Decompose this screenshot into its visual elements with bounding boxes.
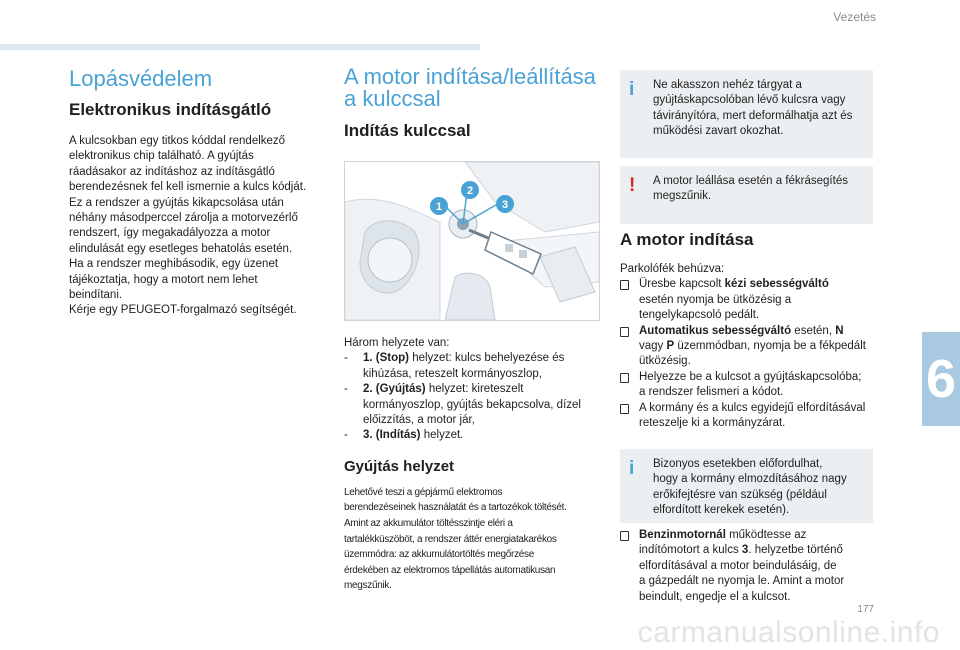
text-line: távirányítóra, mert deformálhatja azt és <box>653 109 853 122</box>
chapter-tab[interactable]: 6 <box>922 332 960 426</box>
text-line: Lehetővé teszi a gépjármű elektromos <box>344 486 503 498</box>
text-line: tengelykapcsoló pedált. <box>639 309 760 322</box>
text-run: . helyzetbe történő <box>748 544 843 557</box>
bold-text: P <box>666 340 675 353</box>
text-run: vagy <box>639 340 667 353</box>
text-line: elindulását egy esetleges behatolás esetén. <box>69 242 293 255</box>
start-steps-list <box>620 277 882 431</box>
list-item <box>620 528 882 605</box>
bold-text: Benzinmotornál <box>639 529 726 541</box>
petrol-engine-step <box>620 528 882 605</box>
text-run: esetén, <box>791 324 836 337</box>
text-line: beindítani. <box>69 289 123 302</box>
text-line: ráadásakor az indításhoz az indításgátló <box>69 165 275 178</box>
text-line: üzemmódra: az akkumulátortöltés megőrzése <box>344 549 535 561</box>
warning-note-brake-assist <box>620 166 873 224</box>
text-line: tartalékküszöböt, a rendszer áttér energiatakarékos <box>344 533 557 545</box>
info-note-key-weight <box>620 70 873 158</box>
text-line: beindult, engedje el a kulcsot. <box>639 590 791 603</box>
position-label: 2. (Gyújtás) <box>363 383 426 396</box>
text-line: helyzet: kireteszelt <box>428 383 524 396</box>
section-title-engine-start: A motor indítása <box>620 230 754 249</box>
text-line: rendszert, így megakadályozza a motor <box>69 227 271 240</box>
text-run: üzemmódban, nyomja be a fékpedált <box>674 340 866 353</box>
text-run: működtesse az <box>725 529 807 541</box>
text-line: reteszelje ki a kormányzárat. <box>639 417 786 430</box>
text-line: elektronikus chip található. A gyújtás <box>69 150 254 163</box>
bold-text: kézi sebességváltó <box>724 278 829 291</box>
subsection-title-immobiliser: Elektronikus indításgátló <box>69 100 272 119</box>
checkbox-bullet-icon <box>620 401 634 419</box>
text-line: A kormány és a kulcs egyidejű elfordításával <box>639 401 866 414</box>
text-line: megszűnik. <box>653 190 712 203</box>
column-antitheft <box>69 66 329 319</box>
text-line: esetén nyomja be ütközésig a <box>639 293 792 306</box>
checkbox-bullet-icon <box>620 324 634 342</box>
text-line: működési zavart okozhat. <box>653 125 784 138</box>
column-key-start <box>344 66 604 141</box>
info-note-steering-force <box>620 449 873 523</box>
immobiliser-paragraph <box>69 134 329 319</box>
text-line: megszűnik. <box>344 580 392 592</box>
text-line: helyzet: kulcs behelyezése és <box>412 352 565 365</box>
title-line: a kulccsal <box>344 86 441 111</box>
list-item <box>344 382 606 428</box>
text-line: előizzítás, a motor jár, <box>363 414 475 427</box>
ignition-paragraph <box>344 485 606 594</box>
chapter-title: Vezetés <box>833 10 876 24</box>
text-line: ütközésig. <box>639 355 691 368</box>
section-title-start-stop <box>344 66 604 110</box>
checkbox-bullet-icon <box>620 528 634 546</box>
list-item <box>620 401 882 432</box>
section-title-antitheft: Lopásvédelem <box>69 66 213 91</box>
text-line: kihúzása, reteszelt kormányoszlop, <box>363 367 542 380</box>
text-line: érdekében az elektromos tápellátás automatikusan <box>344 564 556 576</box>
text-line: hogy a kormány elmozdításához nagy <box>653 473 847 486</box>
header-bar <box>0 44 480 50</box>
dash-bullet: - <box>344 429 348 442</box>
text-run: Üresbe kapcsolt <box>639 278 725 291</box>
bold-text: Automatikus sebességváltó <box>639 324 792 337</box>
petrol-list <box>620 528 882 605</box>
position-3-label: 3 <box>501 199 509 211</box>
text-line: erőkifejtésre van szükség (például <box>653 488 827 501</box>
bold-text: N <box>835 324 844 337</box>
text-line: berendezésnek fel kell ismernie a kulcs kódját. <box>69 181 307 194</box>
position-2-label: 2 <box>466 185 474 197</box>
list-item <box>620 277 882 323</box>
text-line: Ha a rendszer meghibásodik, egy üzenet <box>69 258 279 271</box>
list-item <box>344 428 606 443</box>
dash-bullet: - <box>344 383 348 396</box>
text-line: a gázpedált ne nyomja le. Amint a motor <box>639 575 845 588</box>
text-line: Amint az akkumulátor töltésszintje eléri a <box>344 518 513 530</box>
watermark: carmanualsonline.info <box>637 616 940 649</box>
text-line: Ez a rendszer a gyújtás kikapcsolása után <box>69 196 284 209</box>
info-icon: i <box>629 79 635 100</box>
position-1-label: 1 <box>435 201 443 213</box>
text-line: elfordított kerekek esetén). <box>653 504 790 517</box>
page-number: 177 <box>857 604 874 615</box>
text-line: A kulcsokban egy titkos kóddal rendelkező <box>69 135 286 147</box>
positions-intro: Három helyzete van: <box>344 337 450 349</box>
subsection-title-key-start: Indítás kulccsal <box>344 121 471 140</box>
subsection-title-ignition: Gyújtás helyzet <box>344 457 455 475</box>
parking-brake-text: Parkolófék behúzva: <box>620 263 725 275</box>
info-icon: i <box>629 458 635 479</box>
text-line: Ne akasszon nehéz tárgyat a <box>653 79 802 91</box>
ignition-switch-image <box>345 162 599 320</box>
text-run: indítómotort a kulcs <box>639 544 742 557</box>
checkbox-bullet-icon <box>620 370 634 388</box>
text-line: Helyezze be a kulcsot a gyújtáskapcsolóba; <box>639 370 862 383</box>
position-label: 3. (Indítás) <box>363 429 421 442</box>
text-line: gyújtáskapcsolóban lévő kulcsra vagy <box>653 94 846 107</box>
column-engine-start <box>620 230 882 431</box>
text-line: tájékoztatja, hogy a motort nem lehet <box>69 273 258 286</box>
checkbox-bullet-icon <box>620 277 634 295</box>
ignition-illustration <box>344 161 600 321</box>
text-line: néhány másodperccel zárolja a motorvezérlő <box>69 212 298 225</box>
title-line: A motor indítása/leállítása <box>344 64 596 89</box>
text-line: kormányoszlop, gyújtás bekapcsolva, dízel <box>363 398 581 411</box>
text-line: a rendszer felismeri a kódot. <box>639 386 784 399</box>
list-item <box>620 370 882 401</box>
text-line: A motor leállása esetén a fékrásegítés <box>653 175 848 187</box>
text-line: Bizonyos esetekben előfordulhat, <box>653 458 823 470</box>
position-label: 1. (Stop) <box>363 352 409 365</box>
bold-text: 3 <box>741 544 749 557</box>
text-line: elfordításával a motor beindulásáig, de <box>639 559 837 572</box>
dash-bullet: - <box>344 352 348 365</box>
text-line: helyzet. <box>423 429 464 442</box>
key-positions <box>344 336 606 594</box>
list-item <box>620 324 882 370</box>
positions-list <box>344 351 606 443</box>
text-line: Kérje egy PEUGEOT-forgalmazó segítségét. <box>69 304 297 317</box>
text-line: berendezéseinek használatát és a tartozékok töltését. <box>344 502 567 514</box>
warning-icon: ! <box>629 175 636 196</box>
list-item <box>344 351 606 382</box>
